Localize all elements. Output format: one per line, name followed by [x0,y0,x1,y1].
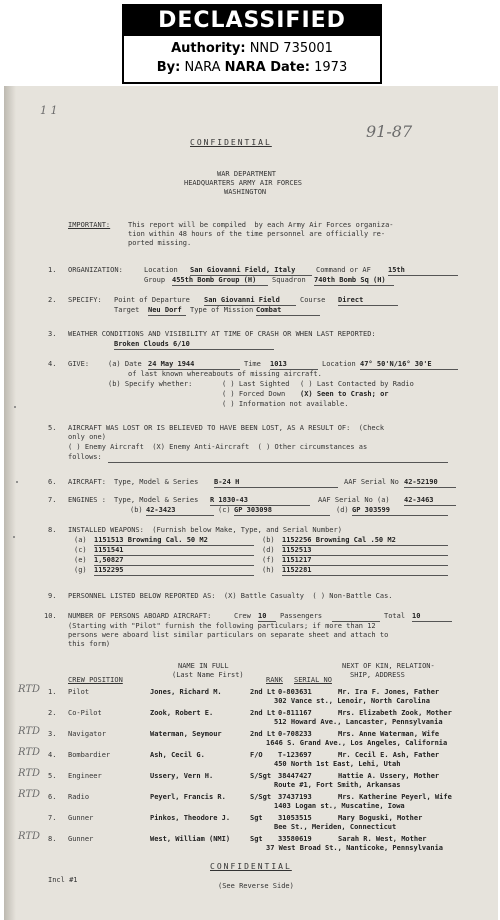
crew-address: 450 North 1st East, Lehi, Utah [274,760,401,768]
crew-position: Pilot [68,688,90,696]
crew-serial: 38447427 [278,772,312,780]
crew-rank: S/Sgt [250,793,272,801]
crew-serial: 33580619 [278,835,312,843]
location-value: San Giovanni Field, Italy [190,266,296,274]
engine-c-value: GP 303098 [234,506,272,514]
crew-kin: Hattie A. Ussery, Mother [338,772,440,780]
aircraft-type-label: Type, Model & Series [114,478,199,486]
crew-row-number: 4. [48,751,57,759]
crew-address: 302 Vance st., Lenoir, North Carolina [274,697,430,705]
crew-label: Crew [234,612,251,620]
engine-d-label: (d) [336,506,349,514]
crew-name: Pinkos, Theodore J. [150,814,231,822]
personnel-reported-line: PERSONNEL LISTED BELOW REPORTED AS: (X) Battle Casualty ( ) Non-Battle Cas. [68,592,393,600]
weapon-label: (e) [74,556,87,564]
target-underline [148,315,186,316]
crew-position: Engineer [68,772,102,780]
city-heading: WASHINGTON [224,188,267,196]
crew-row-number: 8. [48,835,57,843]
by-line [124,60,380,75]
command-label: Command or AF [316,266,371,274]
squadron-underline [314,285,394,286]
engine-d-value: GP 303599 [352,506,390,514]
important-line-3: ported missing. [128,239,192,247]
persons-aboard-line-4: this form) [68,640,111,648]
crew-row-number: 7. [48,814,57,822]
engine-b-value: 42-3423 [146,506,176,514]
crew-position: Gunner [68,835,94,843]
weapon-underline [282,565,448,566]
engine-b-label: (b) [130,506,143,514]
last-sighted-option: ( ) Last Sighted [222,380,290,388]
mission-label: Type of Mission [190,306,254,314]
whereabouts-note: of last known whereabouts of missing aircraft. [128,370,322,378]
kin-header-1: NEXT OF KIN, RELATION- [342,662,435,670]
weapon-label: (f) [262,556,275,564]
engine-d-underline [352,515,448,516]
persons-aboard-line-3: persons were aboard list similar particulars on separate sheet and attach to [68,631,389,639]
dept-heading: WAR DEPARTMENT [217,170,277,178]
item-3-number: 3. [48,330,57,338]
crew-serial: 37437193 [278,793,312,801]
crew-rank: S/Sgt [250,772,272,780]
course-value: Direct [338,296,364,304]
important-label: IMPORTANT: [68,221,111,229]
scanned-document [4,86,498,920]
item-6-number: 6. [48,478,57,486]
crew-position: Navigator [68,730,106,738]
specify-label: SPECIFY: [68,296,102,304]
aircraft-type-underline [214,487,338,488]
classification-top: CONFIDENTIAL [190,138,272,147]
weapon-label: (b) [262,536,275,544]
crew-rank: 2nd Lt [250,688,276,696]
crew-position: Radio [68,793,90,801]
rtd-mark: RTD [18,684,41,695]
persons-aboard-line-2: (Starting with "Pilot" furnish the following particulars; if more than 12 [68,622,376,630]
crew-rank: F/O [250,751,263,759]
hq-heading: HEADQUARTERS ARMY AIR FORCES [184,179,303,187]
item-2-number: 2. [48,296,57,304]
weather-underline [114,349,274,350]
punch-mark [14,406,16,408]
crash-location-value: 47° 50'N/16° 30'E [360,360,432,368]
authority-line [124,41,380,56]
crew-address: Bee St., Meriden, Connecticut [274,823,397,831]
crew-name: Ash, Cecil G. [150,751,205,759]
declassified-heading: DECLASSIFIED [124,6,380,36]
engine-b-underline [146,515,214,516]
crew-serial: 0-803631 [278,688,312,696]
authority-value: NND 735001 [249,41,333,56]
weapon-value: 1151541 [94,546,124,554]
punch-mark [16,481,18,483]
total-count: 10 [412,612,421,620]
name-header-2: (Last Name First) [172,671,244,679]
crew-address: 1403 Logan st., Muscatine, Iowa [274,802,405,810]
weapon-underline [94,555,254,556]
rtd-mark: RTD [18,789,41,800]
crew-kin: Mr. Cecil E. Ash, Father [338,751,440,759]
punch-mark [13,536,15,538]
group-label: Group [144,276,166,284]
crew-row-number: 2. [48,709,57,717]
handwritten-file-number: 91-87 [366,122,413,141]
weapon-label: (d) [262,546,275,554]
crew-row-number: 1. [48,688,57,696]
crew-kin: Mr. Ira F. Jones, Father [338,688,440,696]
crew-name: Jones, Richard M. [150,688,222,696]
aircraft-serial-label: AAF Serial No [344,478,399,486]
give-label: GIVE: [68,360,90,368]
page-edge-shadow [4,86,16,920]
crew-row-number: 5. [48,772,57,780]
departure-label: Point of Departure [114,296,190,304]
crew-rank: 2nd Lt [250,709,276,717]
crew-kin: Mrs. Anne Waterman, Wife [338,730,440,738]
aircraft-label: AIRCRAFT: [68,478,106,486]
position-header: CREW POSITION [68,676,123,684]
loss-cause-line-4: follows: [68,453,102,461]
crash-location-label: Location [322,360,356,368]
specify-whether-label: (b) Specify whether: [108,380,193,388]
command-underline [388,275,458,276]
declassified-stamp [122,4,382,84]
loss-cause-options: ( ) Enemy Aircraft (X) Enemy Anti-Aircraft ( ) Other circumstances as [68,443,368,451]
see-reverse-side: (See Reverse Side) [218,882,294,890]
crew-name: Ussery, Vern H. [150,772,214,780]
group-underline [172,285,268,286]
authority-label: Authority: [171,41,246,56]
crew-position: Bombardier [68,751,111,759]
item-5-number: 5. [48,424,57,432]
crew-address: 512 Howard Ave., Lancaster, Pennsylvania [274,718,443,726]
nara-date-label: NARA Date: [224,60,310,75]
inclosure-label: Incl #1 [48,876,78,884]
crew-address: 37 West Broad St., Nanticoke, Pennsylvania [266,844,444,852]
kin-header-2: SHIP, ADDRESS [350,671,405,679]
time-label: Time [244,360,261,368]
organization-label: ORGANIZATION: [68,266,123,274]
squadron-value: 740th Bomb Sq (H) [314,276,386,284]
crew-rank: Sgt [250,814,263,822]
mission-value: Combat [256,306,282,314]
crew-rank: 2nd Lt [250,730,276,738]
weapon-value: 1152256 Browning Cal .50 M2 [282,536,396,544]
crew-address: 1646 S. Grand Ave., Los Angeles, California [266,739,448,747]
loss-cause-line-2: only one) [68,433,106,441]
crew-rank: Sgt [250,835,263,843]
engine-type-label: Type, Model & Series [114,496,199,504]
item-10-number: 10. [44,612,57,620]
weapon-value: 1152281 [282,566,312,574]
engines-label: ENGINES : [68,496,106,504]
item-1-number: 1. [48,266,57,274]
crew-serial: 0-811167 [278,709,312,717]
passengers-label: Passengers [280,612,323,620]
weapon-label: (c) [74,546,87,554]
engine-c-underline [234,515,330,516]
by-label: By: [156,60,181,75]
rank-header: RANK [266,676,283,684]
weapon-value: 1152295 [94,566,124,574]
target-label: Target [114,306,140,314]
crew-kin: Sarah R. West, Mother [338,835,427,843]
weapons-label: INSTALLED WEAPONS: (Furnish below Make, Type, and Serial Number) [68,526,342,534]
rtd-mark: RTD [18,831,41,842]
crash-location-underline [360,369,458,370]
crew-serial: T-123697 [278,751,312,759]
rtd-mark: RTD [18,768,41,779]
crew-kin: Mary Boguski, Mother [338,814,423,822]
important-line-2: tion within 48 hours of the time personnel are officially re- [128,230,386,238]
crew-position: Co-Pilot [68,709,102,717]
date-label: (a) Date [108,360,142,368]
corner-handwritten-mark: 1 1 [40,104,58,117]
seen-to-crash-option: (X) Seen to Crash; or [300,390,389,398]
crew-row-number: 3. [48,730,57,738]
important-line-1: This report will be compiled by each Army Air Forces organiza- [128,221,394,229]
rtd-mark: RTD [18,747,41,758]
crew-kin: Mrs. Elizabeth Zook, Mother [338,709,452,717]
weapon-underline [282,545,448,546]
crew-serial: 0-708233 [278,730,312,738]
location-label: Location [144,266,178,274]
item-8-number: 8. [48,526,57,534]
target-value: Neu Dorf [148,306,182,314]
weapon-value: 1151217 [282,556,312,564]
engine-a-value: 42-3463 [404,496,434,504]
forced-down-option: ( ) Forced Down [222,390,286,398]
crew-row-number: 6. [48,793,57,801]
date-value: 24 May 1944 [148,360,195,368]
declassification-banner [0,0,500,86]
engine-c-label: (c) [218,506,231,514]
weather-value: Broken Clouds 6/10 [114,340,190,348]
by-value: NARA [184,60,221,75]
item-7-number: 7. [48,496,57,504]
info-not-available-option: ( ) Information not available. [222,400,349,408]
crew-count: 10 [258,612,267,620]
crew-position: Gunner [68,814,94,822]
nara-date-value: 1973 [314,60,348,75]
classification-bottom: CONFIDENTIAL [210,862,292,871]
last-contacted-option: ( ) Last Contacted by Radio [300,380,414,388]
aircraft-serial-value: 42-52190 [404,478,438,486]
weapon-label: (g) [74,566,87,574]
departure-value: San Giovanni Field [204,296,280,304]
time-value: 1013 [270,360,287,368]
follows-underline [108,462,448,463]
serial-header: SERIAL NO [294,676,332,684]
crew-name: West, William (NMI) [150,835,231,843]
engine-serial-label: AAF Serial No (a) [318,496,390,504]
course-underline [338,305,398,306]
weapon-value: 1152513 [282,546,312,554]
aircraft-type-value: B-24 H [214,478,240,486]
weapon-value: 1,50827 [94,556,124,564]
weapon-underline [94,575,254,576]
rtd-mark: RTD [18,726,41,737]
total-label: Total [384,612,406,620]
loss-cause-line-1: AIRCRAFT WAS LOST OR IS BELIEVED TO HAVE BEEN LOST, AS A RESULT OF: (Check [68,424,385,432]
weapon-underline [94,545,254,546]
engine-a-underline [404,505,456,506]
weapon-underline [282,575,448,576]
weapon-underline [282,555,448,556]
crew-kin: Mrs. Katherine Peyerl, Wife [338,793,452,801]
crew-name: Waterman, Seymour [150,730,222,738]
item-9-number: 9. [48,592,57,600]
aircraft-serial-underline [404,487,456,488]
crew-address: Route #1, Fort Smith, Arkansas [274,781,401,789]
course-label: Course [300,296,326,304]
group-value: 455th Bomb Group (H) [172,276,257,284]
total-underline [412,621,452,622]
weapon-underline [94,565,254,566]
squadron-label: Squadron [272,276,306,284]
engine-type-value: R 1830-43 [210,496,248,504]
crew-serial: 31053515 [278,814,312,822]
weapon-label: (h) [262,566,275,574]
weather-label: WEATHER CONDITIONS AND VISIBILITY AT TIME OF CRASH OR WHEN LAST REPORTED: [68,330,376,338]
weapon-value: 1151513 Browning Cal. 50 M2 [94,536,208,544]
persons-aboard-label: NUMBER OF PERSONS ABOARD AIRCRAFT: [68,612,212,620]
item-4-number: 4. [48,360,57,368]
command-value: 15th [388,266,405,274]
crew-name: Peyerl, Francis R. [150,793,226,801]
weapon-label: (a) [74,536,87,544]
mission-underline [256,315,320,316]
name-header-1: NAME IN FULL [178,662,229,670]
crew-name: Zook, Robert E. [150,709,214,717]
